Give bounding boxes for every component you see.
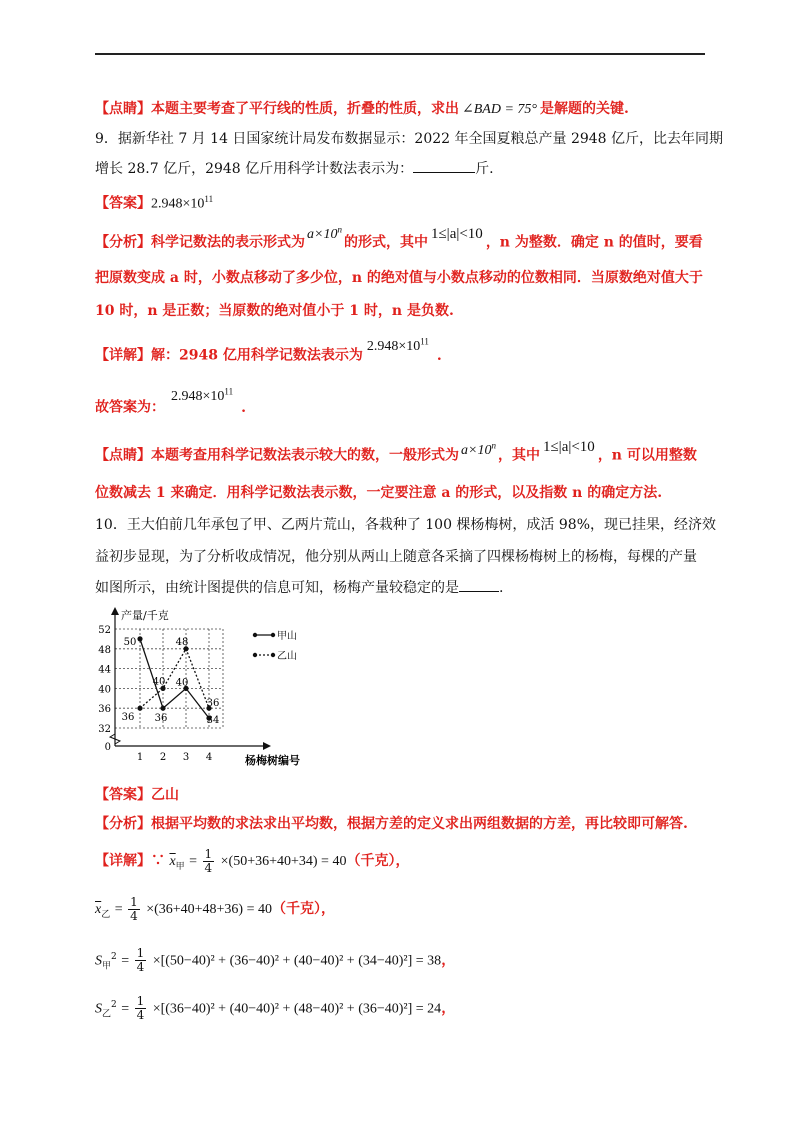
mean-expr: ×(50+36+40+34) = 40 [220, 854, 347, 869]
x-tick-label: 2 [159, 752, 167, 763]
q9-fenxi-line2: 把原数变成 a 时，小数点移动了多少位，n 的绝对值与小数点移动的位数相同．当原数绝对值大于 [95, 270, 703, 286]
guda-value-exp: 11 [224, 386, 234, 396]
data-label: 40 [175, 677, 189, 689]
xiangjie-value [366, 336, 429, 354]
answer-tag: 【答案】 [95, 195, 151, 212]
xiangjie-text: 解：2948 亿用科学记数法表示为 [151, 347, 363, 364]
dianjing-line-q8 [95, 100, 629, 119]
dianjing-text: 本题考查用科学记数法表示较大的数，一般形式为 [151, 447, 459, 464]
fenxi-tag: 【分析】 [95, 234, 151, 251]
fraction-den: 4 [130, 908, 138, 923]
y-tick-label: 44 [98, 664, 111, 676]
y-tick-label: 36 [98, 704, 111, 716]
y-tick-label: 52 [98, 625, 111, 636]
q10-fenxi [95, 815, 688, 833]
dianjing-tag: 【点睛】 [95, 447, 151, 464]
q10-xiangjie-mean-jia: 【详解】∵ $\overline{x}_甲$ = $\frac{1}{4}$ ×(50+36+40+34) = 40（千克）， [95, 846, 410, 875]
q9-dianjing-line2: 位数减去 1 来确定．用科学记数法表示数，一定要注意 a 的形式，以及指数 n 的确定方法. [95, 485, 663, 501]
mean-var: $\overline{x}$ [95, 902, 102, 917]
y-tick-label: 0 [104, 742, 111, 753]
xiangjie-tag: 【详解】 [95, 347, 151, 364]
q10-variance-jia: $S_甲^2$ = $\frac{1}{4}$ ×[(50−40)² + (36−40)² + (40−40)² + (34−40)²] = 38， [95, 946, 456, 975]
variance-sub: 甲 [102, 961, 112, 972]
data-label: 40 [152, 676, 166, 688]
mean-unit: （千克）， [272, 901, 335, 917]
guda-end: . [241, 399, 246, 416]
fenxi-math-exp: n [337, 224, 342, 234]
fenxi-range: 1≤|a|<10 [430, 225, 483, 242]
data-label: 36 [206, 698, 220, 710]
q10-line3-end: . [499, 580, 504, 596]
series-line-2 [140, 649, 209, 708]
fraction-num: 1 [136, 946, 145, 961]
q9-xiangjie [95, 336, 442, 366]
data-point [137, 636, 142, 641]
q9-dianjing-line1 [95, 438, 697, 466]
fraction-num: 1 [136, 994, 145, 1009]
x-axis-arrow [263, 742, 271, 750]
angle-expression: ∠BAD = 75° [462, 102, 537, 117]
because-symbol: ∵ [151, 853, 165, 869]
data-label: 36 [121, 712, 135, 724]
dianjing-text-c: ，n 可以用整数 [597, 447, 697, 464]
x-tick-label: 1 [136, 752, 144, 763]
legend-marker [271, 633, 275, 637]
fraction-den: 4 [136, 960, 145, 975]
dianjing-tag: 【点睛】 [95, 101, 151, 117]
x-tick-label: 3 [182, 752, 190, 763]
q10-line1: 10．王大伯前几年承包了甲、乙两片荒山，各栽种了 100 棵杨梅树，成活 98%，现已挂果，经济效 [95, 517, 717, 533]
data-point [160, 706, 165, 711]
legend-label: 乙山 [277, 651, 297, 662]
answer-blank [413, 160, 475, 173]
q9-answer [95, 190, 213, 214]
q10-line3-text: 如图所示，由统计图提供的信息可知，杨梅产量较稳定的是 [95, 580, 459, 596]
mean-unit: （千克）， [346, 853, 410, 869]
variance-sub: 乙 [102, 1009, 112, 1020]
mean-expr: ×(36+40+48+36) = 40 [146, 902, 272, 917]
mean-sub: 乙 [101, 909, 111, 920]
variance-expr: ×[(50−40)² + (36−40)² + (40−40)² + (34−40)²] = 38 [152, 953, 442, 969]
x-tick-label: 4 [205, 752, 213, 763]
guda-text: 故答案为： [95, 399, 165, 416]
data-point [137, 706, 142, 711]
q10-line2: 益初步显现，为了分析收成情况，他分别从两山上随意各采摘了四棵杨梅树上的杨梅，每棵的产量 [95, 549, 697, 565]
series-line-1 [140, 636, 209, 718]
guda-value-base: 2.948×10 [171, 388, 225, 404]
fenxi-text: 根据平均数的求法求出平均数，根据方差的定义求出两组数据的方差，再比较即可解答. [151, 816, 688, 832]
header-rule [95, 53, 705, 55]
fraction-den: 4 [136, 1008, 145, 1023]
q9-fenxi-line3: 10 时，n 是正数；当原数的绝对值小于 1 时，n 是负数. [95, 303, 454, 319]
dianjing-text-b: ，其中 [497, 447, 540, 464]
legend-marker [253, 633, 257, 637]
fenxi-text-b: 的形式，其中 [343, 234, 428, 251]
q10-xiangjie-mean-yi: $\overline{x}_乙$ = $\frac{1}{4}$ ×(36+40+48+36) = 40（千克）， [95, 894, 335, 923]
fenxi-tag: 【分析】 [95, 816, 151, 832]
fraction-den: 4 [204, 860, 213, 875]
data-label: 48 [175, 636, 189, 648]
data-label: 36 [154, 713, 168, 725]
q9-line2 [95, 160, 494, 178]
fraction [135, 995, 147, 1022]
xiangjie-value-base: 2.948×10 [366, 338, 421, 354]
legend-label: 甲山 [277, 631, 297, 642]
xiangjie-value-exp: 11 [420, 336, 429, 346]
y-tick-label: 48 [98, 644, 111, 656]
dianjing-math [461, 440, 496, 458]
variance-end: ， [441, 952, 456, 969]
fraction [135, 947, 147, 974]
variance-expr: ×[(36−40)² + (40−40)² + (48−40)² + (36−40)²] = 24 [152, 1001, 442, 1017]
fenxi-text-c: ，n 为整数．确定 n 的值时，要看 [485, 234, 703, 251]
dianjing-math-base: a×10 [461, 442, 492, 458]
dianjing-math-exp: n [491, 440, 496, 450]
q10-answer [95, 786, 179, 804]
xiangjie-tag: 【详解】 [95, 853, 151, 869]
variance-var: S [95, 1001, 102, 1017]
fenxi-math [307, 224, 342, 242]
dianjing-text: 本题主要考查了平行线的性质，折叠的性质，求出 [151, 101, 459, 117]
legend-marker [253, 653, 257, 657]
data-label: 34 [206, 715, 220, 727]
y-axis-title: 产量/千克 [121, 609, 169, 622]
q9-line2-text: 增长 28.7 亿斤，2948 亿斤用科学计数法表示为： [95, 161, 414, 177]
answer-blank [459, 579, 499, 592]
x-axis-title: 杨梅树编号 [245, 754, 300, 767]
mean-sub: 甲 [175, 861, 185, 872]
mean-var: $\overline{x}$ [169, 854, 176, 869]
data-label: 50 [123, 636, 137, 648]
y-tick-label: 32 [98, 724, 111, 735]
q9-fenxi-line1 [95, 224, 703, 253]
fraction-num: 1 [130, 894, 138, 909]
q9-guda [95, 386, 246, 418]
q9-line2-end: 斤. [475, 161, 494, 177]
xiangjie-end: . [436, 347, 442, 364]
fenxi-text: 科学记数法的表示形式为 [151, 234, 305, 251]
fraction-num: 1 [204, 846, 213, 861]
dianjing-text-end: 是解题的关键. [540, 101, 629, 117]
q9-answer-exp: 11 [204, 194, 214, 204]
guda-value [171, 386, 234, 404]
q9-answer-value: 2.948×10 [151, 196, 205, 212]
y-axis-arrow [111, 607, 119, 615]
variance-var: S [95, 953, 102, 969]
fraction [203, 848, 215, 875]
q10-answer-value: 乙山 [151, 787, 179, 803]
q9-line1: 9．据新华社 7 月 14 日国家统计局发布数据显示：2022 年全国夏粮总产量 2948 亿斤，比去年同期 [95, 131, 724, 147]
legend-marker [271, 653, 275, 657]
q10-line3 [95, 579, 503, 597]
q10-variance-yi: $S_乙^2$ = $\frac{1}{4}$ ×[(36−40)² + (40−40)² + (48−40)² + (36−40)²] = 24， [95, 994, 456, 1023]
yield-line-chart [95, 605, 325, 770]
fraction [128, 896, 140, 923]
fenxi-math-base: a×10 [307, 226, 338, 242]
answer-tag: 【答案】 [95, 787, 151, 803]
variance-end: ， [441, 1000, 456, 1017]
y-tick-label: 40 [98, 684, 111, 696]
dianjing-range: 1≤|a|<10 [542, 438, 595, 455]
